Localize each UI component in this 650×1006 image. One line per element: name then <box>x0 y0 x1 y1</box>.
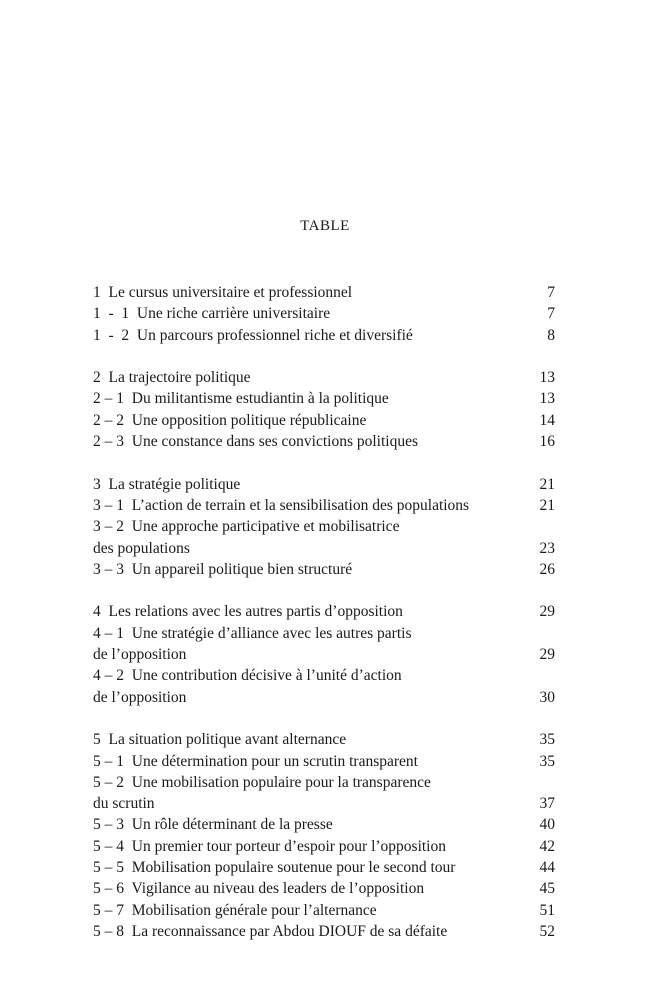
toc-entry-page: 52 <box>539 922 555 940</box>
toc-entry-title: 1 Le cursus universitaire et professionnel <box>93 284 353 301</box>
toc-entry-title: 1 - 1 Une riche carrière universitaire <box>93 305 331 323</box>
toc-entry-page: 40 <box>539 816 555 834</box>
toc-entry-page: 14 <box>539 411 555 429</box>
toc-entry-continuation <box>93 644 555 665</box>
toc-entry-title: 2 – 3 Une constance dans ses convictions politiques <box>93 433 419 451</box>
toc-entry-title: 5 – 2 Une mobilisation populaire pour la transparence <box>93 773 431 791</box>
toc-entry-page: 23 <box>539 539 555 557</box>
toc-entry <box>93 729 555 750</box>
toc-entry <box>93 772 555 793</box>
toc-entry <box>93 303 555 324</box>
toc-entry-title: 4 – 2 Une contribution décisive à l’unité d’action <box>93 667 402 685</box>
toc-entry-page: 45 <box>539 880 555 898</box>
toc-entry-page: 29 <box>539 646 555 664</box>
toc-entry-page: 21 <box>539 496 555 514</box>
toc-entry-title: 4 – 1 Une stratégie d’alliance avec les autres partis <box>93 624 412 642</box>
toc-entry-title: 5 – 4 Un premier tour porteur d’espoir pour l’opposition <box>93 837 446 855</box>
toc-entry-title: 5 – 8 La reconnaissance par Abdou DIOUF de sa défaite <box>93 922 448 940</box>
toc-entry-title: 4 Les relations avec les autres partis d’opposition <box>93 603 403 621</box>
toc-entry-page: 35 <box>539 731 555 749</box>
toc-entry-page: 51 <box>539 901 555 919</box>
toc-entry-title: de l’opposition <box>93 646 187 664</box>
toc-entry-title: de l’opposition <box>93 688 187 706</box>
toc-section-3 <box>93 474 555 580</box>
toc-entry-title: 5 La situation politique avant alternance <box>93 731 347 749</box>
toc-entry-continuation <box>93 687 555 708</box>
toc-entry <box>93 388 555 409</box>
toc-entry-page: 7 <box>547 305 555 323</box>
toc-entry <box>93 474 555 495</box>
table-of-contents <box>93 282 555 964</box>
toc-entry <box>93 495 555 516</box>
toc-entry-title: des populations <box>93 539 190 557</box>
toc-entry-continuation <box>93 793 555 814</box>
toc-entry-page: 37 <box>539 795 555 813</box>
toc-entry-page: 29 <box>539 603 555 621</box>
toc-entry <box>93 751 555 772</box>
toc-entry-title: du scrutin <box>93 795 155 813</box>
toc-entry <box>93 623 555 644</box>
toc-entry-page: 44 <box>539 859 555 877</box>
toc-section-1 <box>93 282 555 346</box>
toc-entry-title: 3 – 1 L’action de terrain et la sensibilisation des populations <box>93 496 470 514</box>
toc-entry <box>93 367 555 388</box>
toc-entry-title: 3 – 2 Une approche participative et mobilisatrice <box>93 518 400 536</box>
toc-entry-page: 13 <box>539 369 555 387</box>
toc-entry <box>93 836 555 857</box>
toc-entry-page: 8 <box>547 326 555 344</box>
toc-entry-title: 5 – 6 Vigilance au niveau des leaders de l’opposition <box>93 880 425 898</box>
toc-entry-page: 30 <box>539 688 555 706</box>
toc-entry <box>93 559 555 580</box>
toc-entry-page: 26 <box>539 560 555 578</box>
toc-entry-title: 5 – 7 Mobilisation générale pour l’alternance <box>93 901 377 919</box>
page-title: TABLE <box>300 218 350 234</box>
toc-section-4 <box>93 601 555 707</box>
toc-section-5 <box>93 729 555 942</box>
toc-entry <box>93 516 555 537</box>
toc-entry <box>93 282 555 303</box>
toc-section-2 <box>93 367 555 452</box>
toc-entry-title: 2 La trajectoire politique <box>93 369 251 387</box>
toc-entry <box>93 921 555 942</box>
toc-entry-page: 21 <box>539 475 555 493</box>
toc-entry-page: 13 <box>539 390 555 408</box>
toc-entry-continuation <box>93 538 555 559</box>
toc-entry-page: 16 <box>539 433 555 451</box>
toc-entry <box>93 431 555 452</box>
toc-entry <box>93 410 555 431</box>
toc-entry-title: 5 – 5 Mobilisation populaire soutenue pour le second tour <box>93 859 456 877</box>
toc-entry-title: 2 – 2 Une opposition politique républicaine <box>93 411 367 429</box>
toc-entry <box>93 857 555 878</box>
toc-entry-page: 7 <box>547 284 555 301</box>
toc-entry <box>93 601 555 622</box>
toc-entry-title: 2 – 1 Du militantisme estudiantin à la politique <box>93 390 389 408</box>
toc-entry-page: 35 <box>539 752 555 770</box>
toc-entry-title: 5 – 3 Un rôle déterminant de la presse <box>93 816 333 834</box>
toc-entry-title: 5 – 1 Une détermination pour un scrutin transparent <box>93 752 418 770</box>
toc-entry-title: 1 - 2 Un parcours professionnel riche et diversifié <box>93 326 413 344</box>
toc-entry-title: 3 La stratégie politique <box>93 475 241 493</box>
toc-entry <box>93 665 555 686</box>
toc-entry-title: 3 – 3 Un appareil politique bien structuré <box>93 560 353 578</box>
toc-entry <box>93 325 555 346</box>
toc-entry <box>93 814 555 835</box>
toc-entry <box>93 878 555 899</box>
toc-entry <box>93 900 555 921</box>
toc-entry-page: 42 <box>539 837 555 855</box>
